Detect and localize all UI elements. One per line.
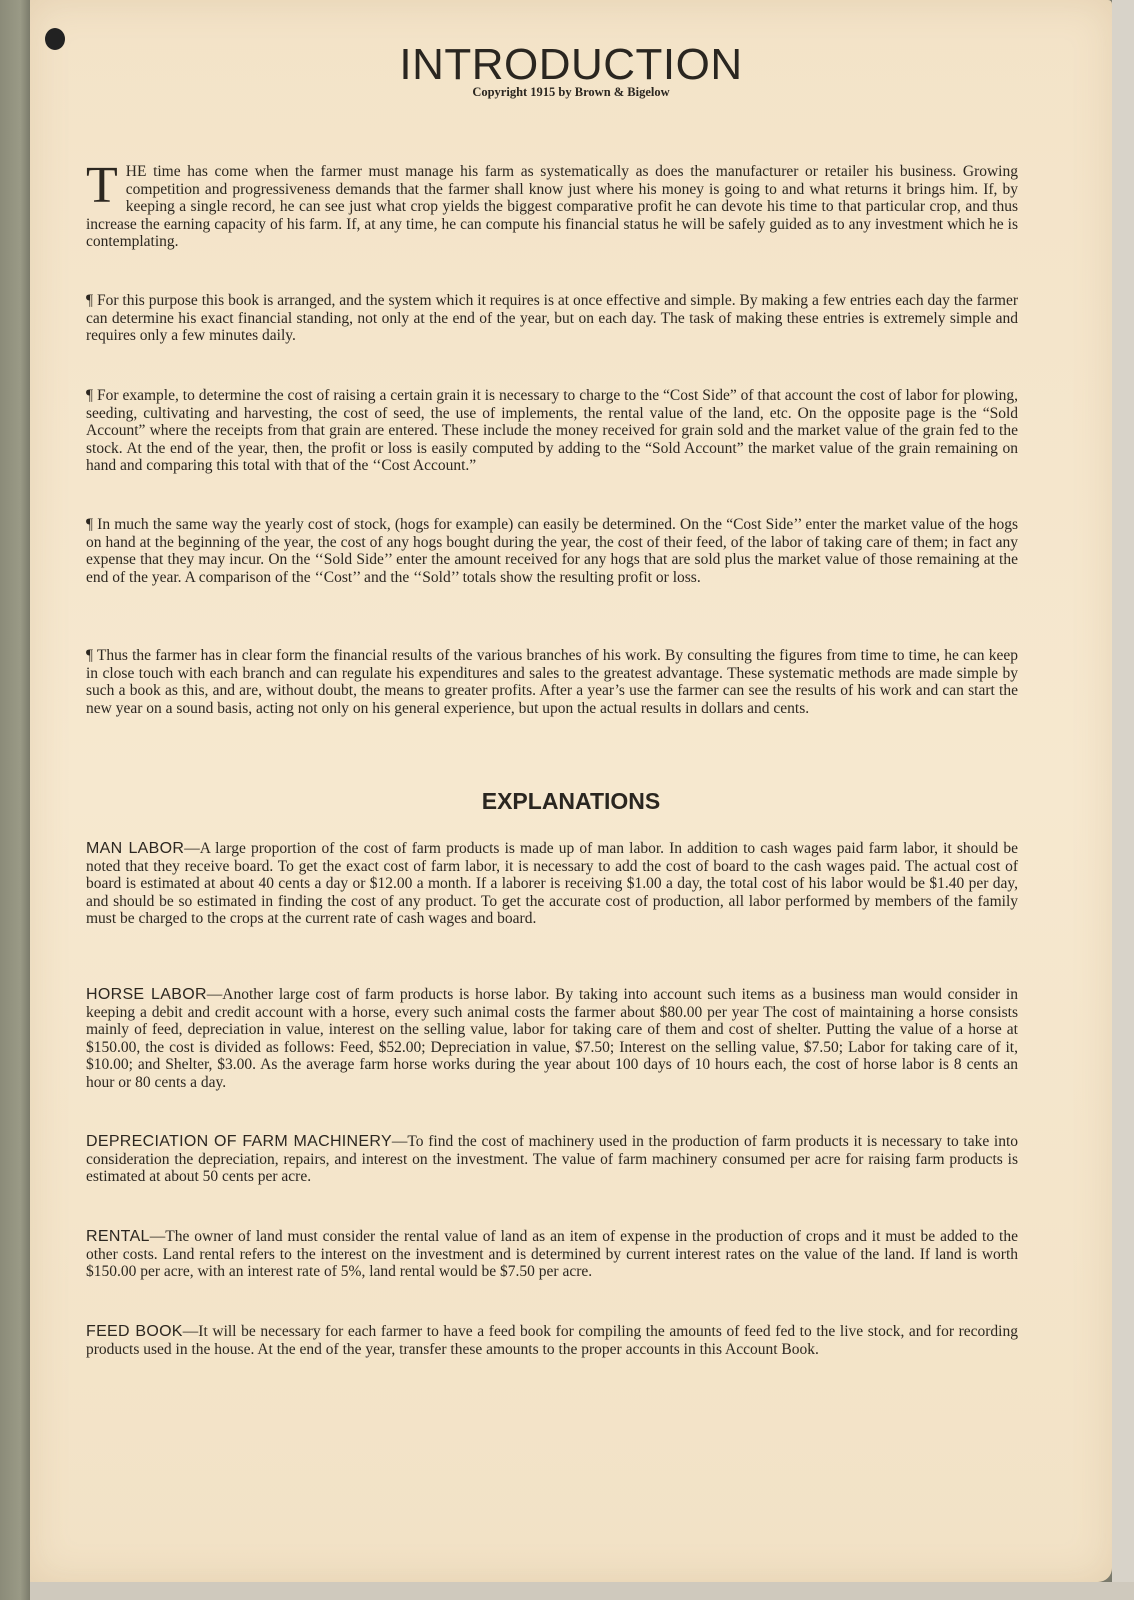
intro-paragraph-4: ¶ In much the same way the yearly cost of stock, (hogs for example) can easily be determined. On the “Cost Side’’ enter the market value of the hogs on hand at the beginning of the year, the cost of any hogs bought during the year, the cost of their feed, of the labor of taking care of them; in fact any expense that they may incur. On the ‘‘Sold Side’’ enter the amount received for any hogs that are sold plus the market value of those remaining at the end of the year. A comparison of the ‘‘Cost’’ and the ‘‘Sold’’ totals show the resulting profit or loss.	[86, 516, 1018, 586]
explanation-rental: RENTAL—The owner of land must consider the rental value of land as an item of expense in the production of crops and it must be added to the other costs. Land rental refers to the interest on the investment and is determined by current interest rates on the value of the land. If land is worth $150.00 per acre, with an interest rate of 5%, land rental would be $7.50 per acre.	[86, 1228, 1018, 1280]
page-bottom-shadow	[30, 1582, 1134, 1600]
explanation-depreciation: DEPRECIATION OF FARM MACHINERY—To find the cost of machinery used in the production of farm products it is necessary to take into consideration the depreciation, repairs, and interest on the investment. The value of farm machinery consumed per acre for raising farm products is estimated at about 50 cents per acre.	[86, 1133, 1019, 1185]
document-page	[30, 0, 1112, 1582]
explanation-horse-labor: HORSE LABOR—Another large cost of farm products is horse labor. By taking into account such items as a business man would consider in keeping a debit and credit account with a horse, every such animal costs the farmer about $80.00 per year The cost of maintaining a horse consists mainly of feed, depreciation in value, interest on the selling value, labor for taking care of them and cost of shelter. Putting the value of a horse at $150.00, the cost is divided as follows: Feed, $52.00; Depreciation in value, $7.50; Interest on the selling value, $7.50; Labor for taking care of it, $10.00; and Shelter, $3.00. As the average farm horse works during the year about 100 days of 10 hours each, the cost of horse labor is 8 cents an hour or 80 cents a day.	[86, 986, 1018, 1091]
intro-paragraph-2: ¶ For this purpose this book is arranged, and the system which it requires is at once effective and simple. By making a few entries each day the farmer can determine his exact financial standing, not only at the end of the year, but on each day. The task of making these entries is extremely simple and requires only a few minutes daily.	[86, 292, 1018, 344]
intro-paragraph-5: ¶ Thus the farmer has in clear form the financial results of the various branches of his work. By consulting the figures from time to time, he can keep in close touch with each branch and can regulate his expenditures and sales to the greatest advantage. These systematic methods are made simple by such a book as this, and are, without doubt, the means to greater profits. After a year’s use the farmer can see the results of his work and can start the new year on a sound basis, acting not only on his general experience, but upon the actual results in dollars and cents.	[86, 647, 1018, 717]
intro-paragraph-1: THE time has come when the farmer must manage his farm as systematically as does the manufacturer or retailer his business. Growing competition and progressiveness demands that the farmer shall know just where his money is going to and what returns it brings him. If, by keeping a single record, he can see just what crop yields the biggest comparative profit he can devote his time to that particular crop, and thus increase the earning capacity of his farm. If, at any time, he can compute his financial status he will be safely guided as to any investment which he is contemplating.	[86, 157, 1018, 250]
term-heading: MAN LABOR	[86, 840, 185, 857]
explanation-feed-book: FEED BOOK—It will be necessary for each farmer to have a feed book for compiling the amounts of feed fed to the live stock, and for recording products used in the house. At the end of the year, transfer these amounts to the proper accounts in this Account Book.	[86, 1323, 1018, 1358]
page-edge	[1112, 0, 1134, 1600]
copyright-line: Copyright 1915 by Brown & Bigelow	[472, 85, 670, 99]
term-heading: HORSE LABOR	[86, 986, 207, 1003]
term-heading: RENTAL	[86, 1228, 150, 1245]
explanation-man-labor: MAN LABOR—A large proportion of the cost of farm products is made up of man labor. In addition to cash wages paid farm labor, it should be noted that they receive board. To get the exact cost of farm labor, it is necessary to add the cost of board to the cash wages paid. The actual cost of board is estimated at about 40 cents a day or $12.00 a month. If a laborer is receiving $1.00 a day, the total cost of his labor would be $1.40 per day, and should be so estimated in finding the cost of any product. To get the accurate cost of production, all labor performed by members of the family must be charged to the crops at the current rate of cash wages and board.	[86, 840, 1018, 927]
intro-paragraph-3: ¶ For example, to determine the cost of raising a certain grain it is necessary to charge to the “Cost Side” of that account the cost of labor for plowing, seeding, cultivating and harvesting, the cost of seed, the use of implements, the rental value of the land, etc. On the opposite page is the “Sold Account” where the receipts from that grain are entered. These include the money received for grain sold and the market value of the grain fed to the stock. At the end of the year, then, the profit or loss is easily computed by adding to the “Sold Account” the market value of the grain remaining on hand and comparing this total with that of the ‘‘Cost Account.”	[86, 387, 1018, 474]
section-title-explanations: EXPLANATIONS	[481, 788, 661, 814]
binding-spine	[0, 0, 34, 1600]
page-title: INTRODUCTION	[399, 40, 743, 89]
drop-cap: T	[86, 157, 118, 214]
term-heading: DEPRECIATION OF FARM MACHINERY	[86, 1133, 392, 1150]
term-heading: FEED BOOK	[86, 1323, 183, 1340]
